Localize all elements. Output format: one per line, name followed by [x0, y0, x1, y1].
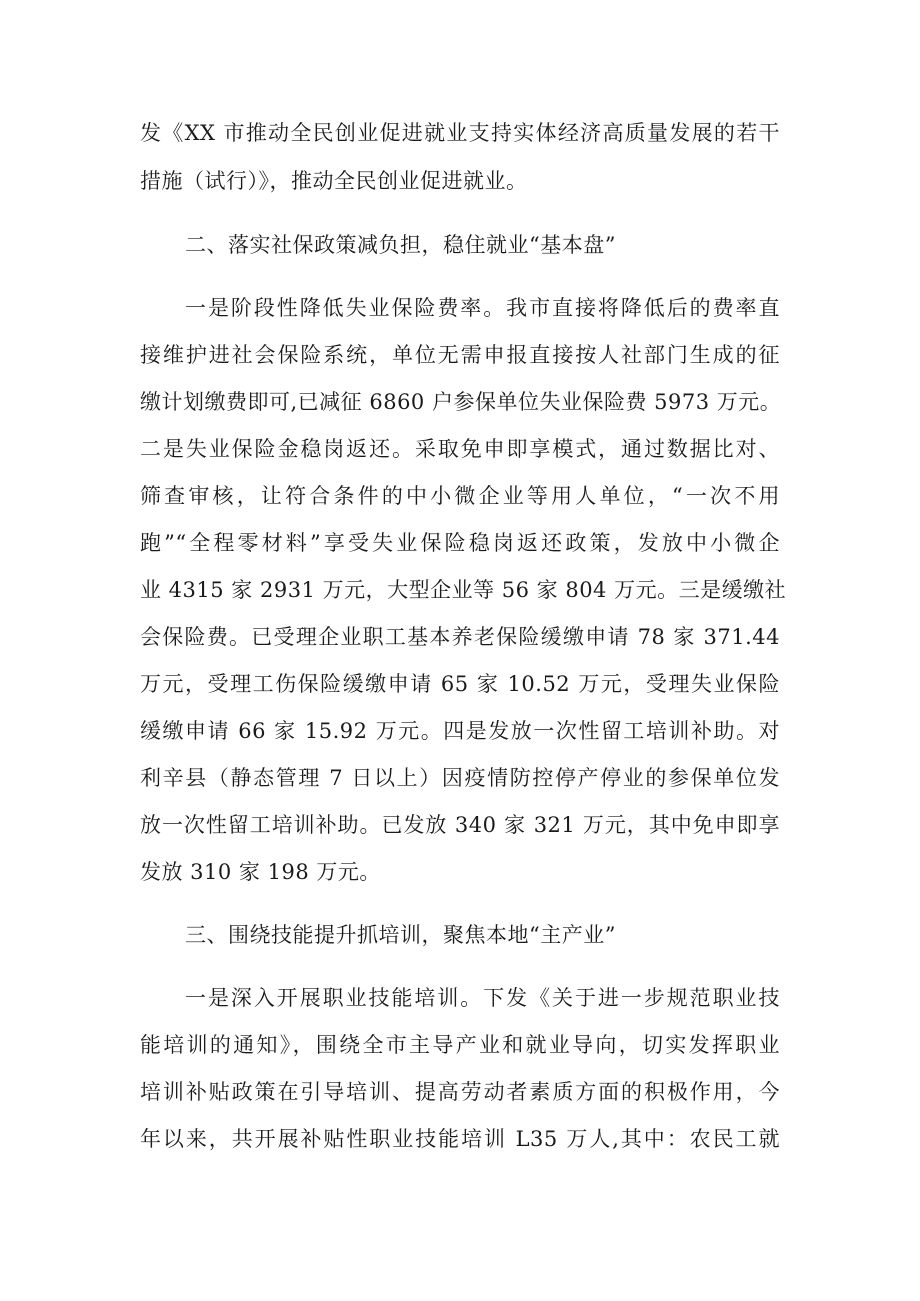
section-three-line-4: 年以来，共开展补贴性职业技能培训 L35 万人,其中：农民工就	[140, 1127, 780, 1151]
section-two-line-8: 会保险费。已受理企业职工基本养老保险缓缴申请 78 家 371.44	[140, 625, 780, 649]
section-two-line-7: 业 4315 家 2931 万元，大型企业等 56 家 804 万元。三是缓缴社	[140, 578, 787, 602]
section-two-line-5: 筛查审核，让符合条件的中小微企业等用人单位，“一次不用	[140, 484, 780, 508]
section-three-line-2: 能培训的通知》，围绕全市主导产业和就业导向，切实发挥职业	[140, 1033, 780, 1057]
section-three-heading: 三、围绕技能提升抓培训，聚焦本地“主产业”	[185, 923, 616, 947]
intro-line-2: 措施（试行）》，推动全民创业促进就业。	[140, 169, 528, 193]
section-two-line-2: 接维护进社会保险系统，单位无需申报直接按人社部门生成的征	[140, 343, 780, 367]
section-two-line-9: 万元，受理工伤保险缓缴申请 65 家 10.52 万元，受理失业保险	[140, 672, 780, 696]
intro-line-1: 发《XX 市推动全民创业促进就业支持实体经济高质量发展的若干	[140, 121, 780, 145]
section-three-line-3: 培训补贴政策在引导培训、提高劳动者素质方面的积极作用，今	[140, 1080, 780, 1104]
section-three-line-1: 一是深入开展职业技能培训。下发《关于进一步规范职业技	[185, 986, 780, 1010]
section-two-line-11: 利辛县（静态管理 7 日以上）因疫情防控停产停业的参保单位发	[140, 766, 780, 790]
section-two-line-13: 发放 310 家 198 万元。	[140, 860, 381, 884]
section-two-line-3: 缴计划缴费即可,已减征 6860 户参保单位失业保险费 5973 万元。	[140, 390, 782, 414]
section-two-line-1: 一是阶段性降低失业保险费率。我市直接将降低后的费率直	[185, 296, 780, 320]
section-two-line-10: 缓缴申请 66 家 15.92 万元。四是发放一次性留工培训补助。对	[140, 719, 780, 743]
section-two-line-4: 二是失业保险金稳岗返还。采取免申即享模式，通过数据比对、	[140, 437, 780, 461]
section-two-line-6: 跑”“全程零材料”享受失业保险稳岗返还政策，发放中小微企	[140, 531, 780, 555]
section-two-heading: 二、落实社保政策减负担，稳住就业“基本盘”	[185, 233, 616, 257]
section-two-line-12: 放一次性留工培训补助。已发放 340 家 321 万元，其中免申即享	[140, 813, 780, 837]
